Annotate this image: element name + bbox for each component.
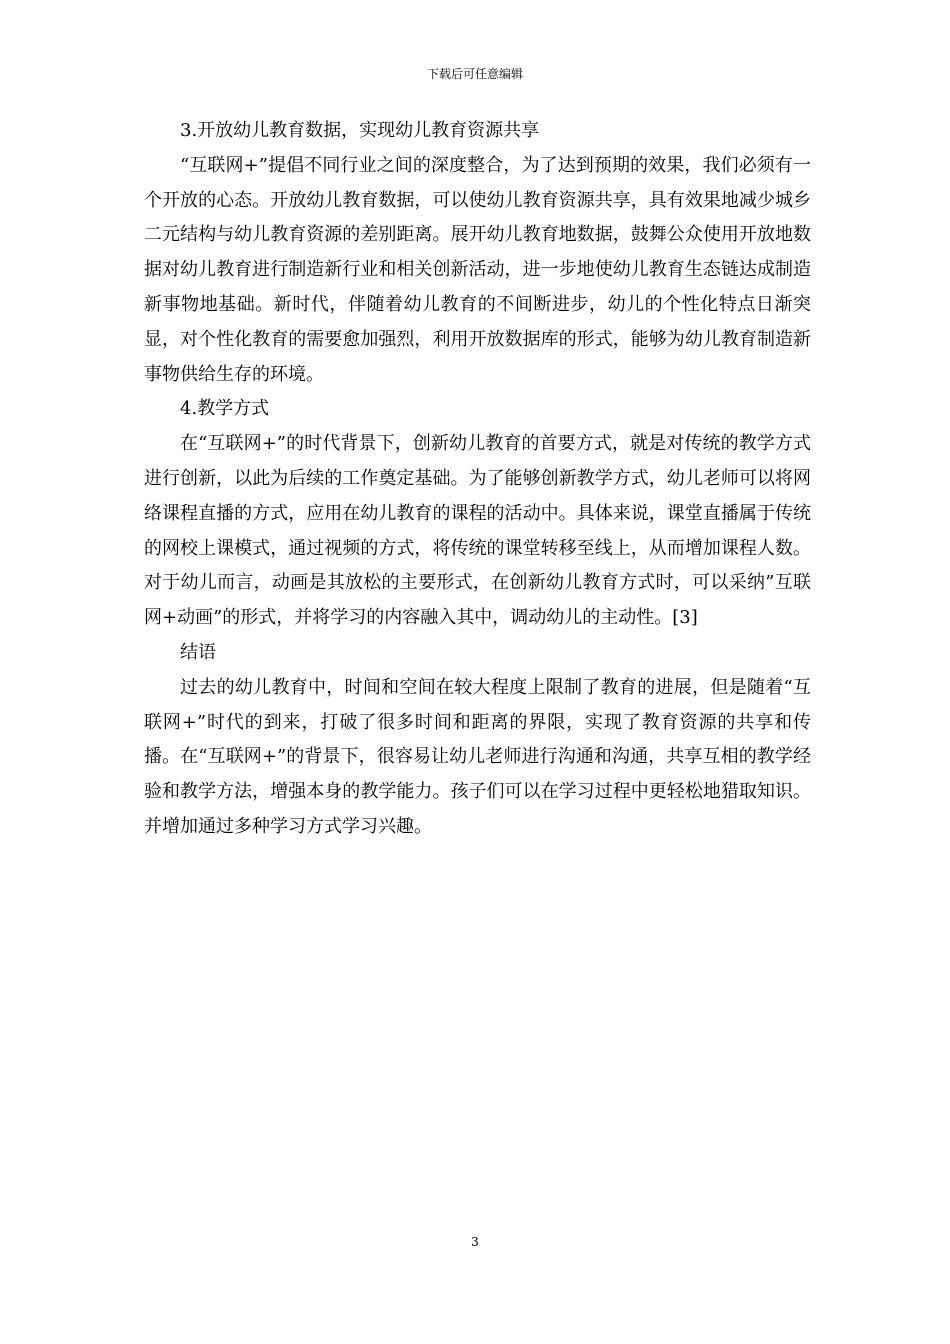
page-header: 下载后可任意编辑 <box>426 67 523 81</box>
section-paragraph-open-data: “互联网+”提倡不同行业之间的深度整合，为了达到预期的效果，我们必须有一个开放的心态。开放幼儿教育数据，可以使幼儿教育资源共享，具有效果地减少城乡二元结构与幼儿教育资源的差别距离。展开幼儿教育地数据，鼓舞公众使用开放地数据对幼儿教育进行制造新行业和相关创新活动，进一步地使幼儿教育生态链达成制造新事物地基础。新时代，伴随着幼儿教育的不间断进步，幼儿的个性化特点日渐突显，对个性化教育的需要愈加强烈，利用开放数据库的形式，能够为幼儿教育制造新事物供给生存的环境。 <box>144 154 811 385</box>
section-heading-teaching-method: 4.教学方式 <box>180 398 270 420</box>
document-body <box>144 114 811 845</box>
section-heading-conclusion: 结语 <box>180 641 216 663</box>
section-heading-open-data: 3.开放幼儿教育数据，实现幼儿教育资源共享 <box>180 120 540 141</box>
section-paragraph-conclusion: 过去的幼儿教育中，时间和空间在较大程度上限制了教育的进展，但是随着“互联网+”时代的到来，打破了很多时间和距离的界限，实现了教育资源的共享和传播。在“互联网+”的背景下，很容易让幼儿老师进行沟通和沟通，共享互相的教学经验和教学方法，增强本身的教学能力。孩子们可以在学习过程中更轻松地猎取知识。并增加通过多种学习方式学习兴趣。 <box>144 676 811 837</box>
section-paragraph-teaching-method: 在“互联网+”的时代背景下，创新幼儿教育的首要方式，就是对传统的教学方式进行创新，以此为后续的工作奠定基础。为了能够创新教学方式，幼儿老师可以将网络课程直播的方式，应用在幼儿教育的课程的活动中。具体来说，课堂直播属于传统的网校上课模式，通过视频的方式，将传统的课堂转移至线上，从而增加课程人数。对于幼儿而言，动画是其放松的主要形式，在创新幼儿教育方式时，可以采纳”互联网+动画”的形式，并将学习的内容融入其中，调动幼儿的主动性。[3] <box>144 433 811 629</box>
page-number: 3 <box>471 1235 479 1249</box>
